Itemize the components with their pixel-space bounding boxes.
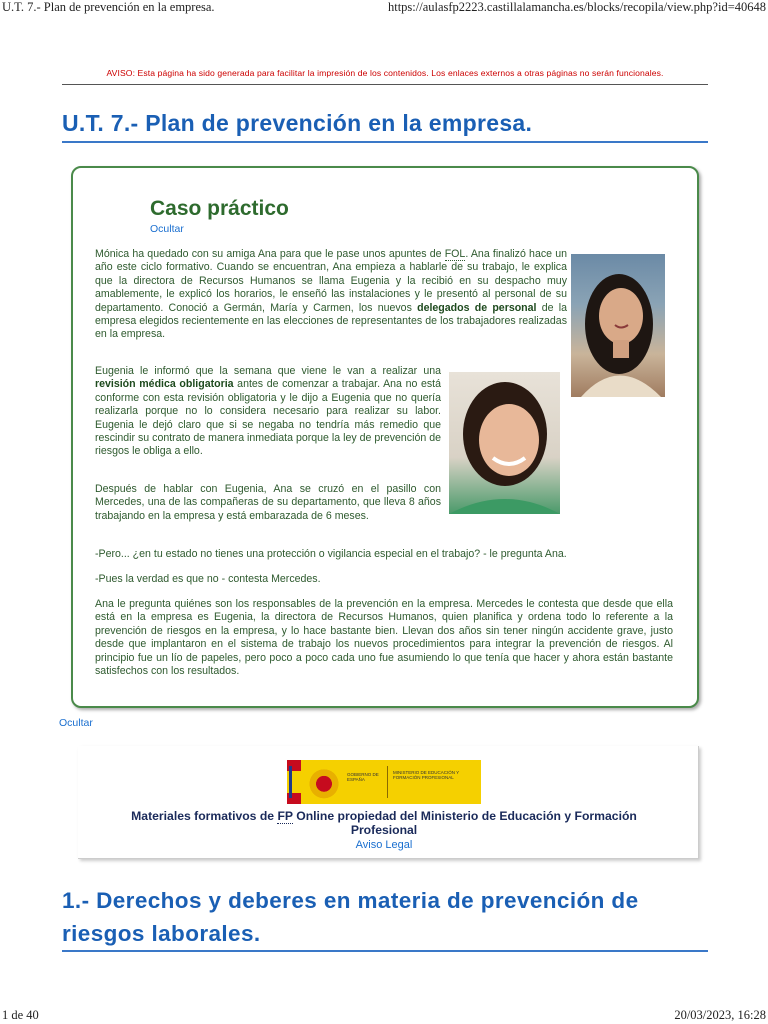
gov-logo-left-text: GOBIERNO DE ESPAÑA: [347, 772, 379, 782]
gov-logo-right-text: MINISTERIO DE EDUCACIÓN Y FORMACIÓN PROFESIONAL: [393, 770, 460, 780]
gov-logo-separator: [387, 766, 388, 798]
government-logo: [287, 760, 481, 804]
case-paragraph-4: -Pero... ¿en tu estado no tienes una protección o vigilancia especial en el trabajo? - le pregunta Ana.: [95, 548, 567, 560]
coat-of-arms-icon: [307, 764, 341, 800]
fp-abbreviation[interactable]: FP: [277, 809, 293, 823]
hide-section-link[interactable]: Ocultar: [59, 717, 93, 729]
print-footer: [0, 1008, 768, 1024]
unit-title: U.T. 7.- Plan de prevención en la empresa.: [62, 110, 533, 136]
print-page-title: U.T. 7.- Plan de prevención en la empresa.: [2, 0, 215, 14]
materials-credit: Materiales formativos de FP Online propiedad del Ministerio de Educación y Formación Profesional: [131, 809, 637, 837]
print-datetime: 20/03/2023, 16:28: [674, 1008, 766, 1022]
case-paragraph-6: Ana le pregunta quiénes son los responsables de la prevención en la empresa. Mercedes le contesta que desde que ella está en la empresa es Eugenia, la directora de Recursos Humanos, quien planifica y ordena todo lo referente a la prevención de riesgos en la empresa, y lo hace bastante bien. Llevan dos años sin tener ningún accidente grave, justo desde que implantaron en el sistema de trabajo los nuevos procedimientos para integrar la prevención de riesgos. Al principio fue un lío de papeles, pero poco a poco cada uno fue asumiendo lo que tenía que hacer y ahora están bastante satisfechos con los resultados.: [95, 598, 673, 678]
photo-woman-1: [571, 254, 665, 397]
notice-divider: [62, 84, 708, 85]
photo-woman-2: [449, 372, 560, 514]
case-paragraph-2: Eugenia le informó que la semana que viene le van a realizar una revisión médica obligatoria antes de comenzar a trabajar. Ana no está conforme con esta revisión obligatoria y le dijo a Eugenia que no quería realizarla porque no lo considera necesario para realizar su labor. Eugenia le dejó claro que si se negaba no tendría más remedio que rescindir su contrato de manera inmediata porque la ley de prevención de riesgos le obliga a ello.: [95, 365, 442, 458]
fol-abbreviation[interactable]: FOL: [444, 248, 466, 260]
legal-notice-link[interactable]: Aviso Legal: [355, 839, 413, 851]
case-paragraph-1: Mónica ha quedado con su amiga Ana para que le pase unos apuntes de FOL. Ana finalizó hace un año este ciclo formativo. Cuando se encuentran, Ana empieza a hablarle de su trabajo, le explica que la directora de Recursos Humanos se llama Eugenia y la recibió en su despacho muy amablemente, le explicó los horarios, le enseñó las instalaciones y le presentó al personal de su departamento. Conoció a Germán, María y Carmen, los nuevos delegados de personal de la empresa elegidos recientemente en las elecciones de representantes de los trabajadores realizadas en la empresa.: [95, 248, 567, 341]
print-notice: AVISO: Esta página ha sido generada para facilitar la impresión de los contenidos. Los enlaces externos a otras páginas no serán funcionales.: [106, 68, 664, 78]
case-paragraph-5: -Pues la verdad es que no - contesta Mercedes.: [95, 573, 321, 585]
section-title-divider: [62, 950, 708, 952]
case-paragraph-3: Después de hablar con Eugenia, Ana se cruzó en el pasillo con Mercedes, una de las compañeras de su departamento, que lleva 8 años trabajando en la empresa y está embarazada de 6 meses.: [95, 483, 441, 522]
case-study-title: Caso práctico: [150, 197, 289, 220]
print-page-number: 1 de 40: [2, 1008, 39, 1022]
spain-flag-icon: [287, 760, 301, 804]
hide-case-link[interactable]: Ocultar: [150, 223, 184, 235]
print-header: [0, 0, 768, 16]
unit-title-divider: [62, 141, 708, 143]
section-title: 1.- Derechos y deberes en materia de prevención de riesgos laborales.: [62, 888, 639, 946]
print-url: https://aulasfp2223.castillalamancha.es/blocks/recopila/view.php?id=40648: [387, 0, 766, 14]
